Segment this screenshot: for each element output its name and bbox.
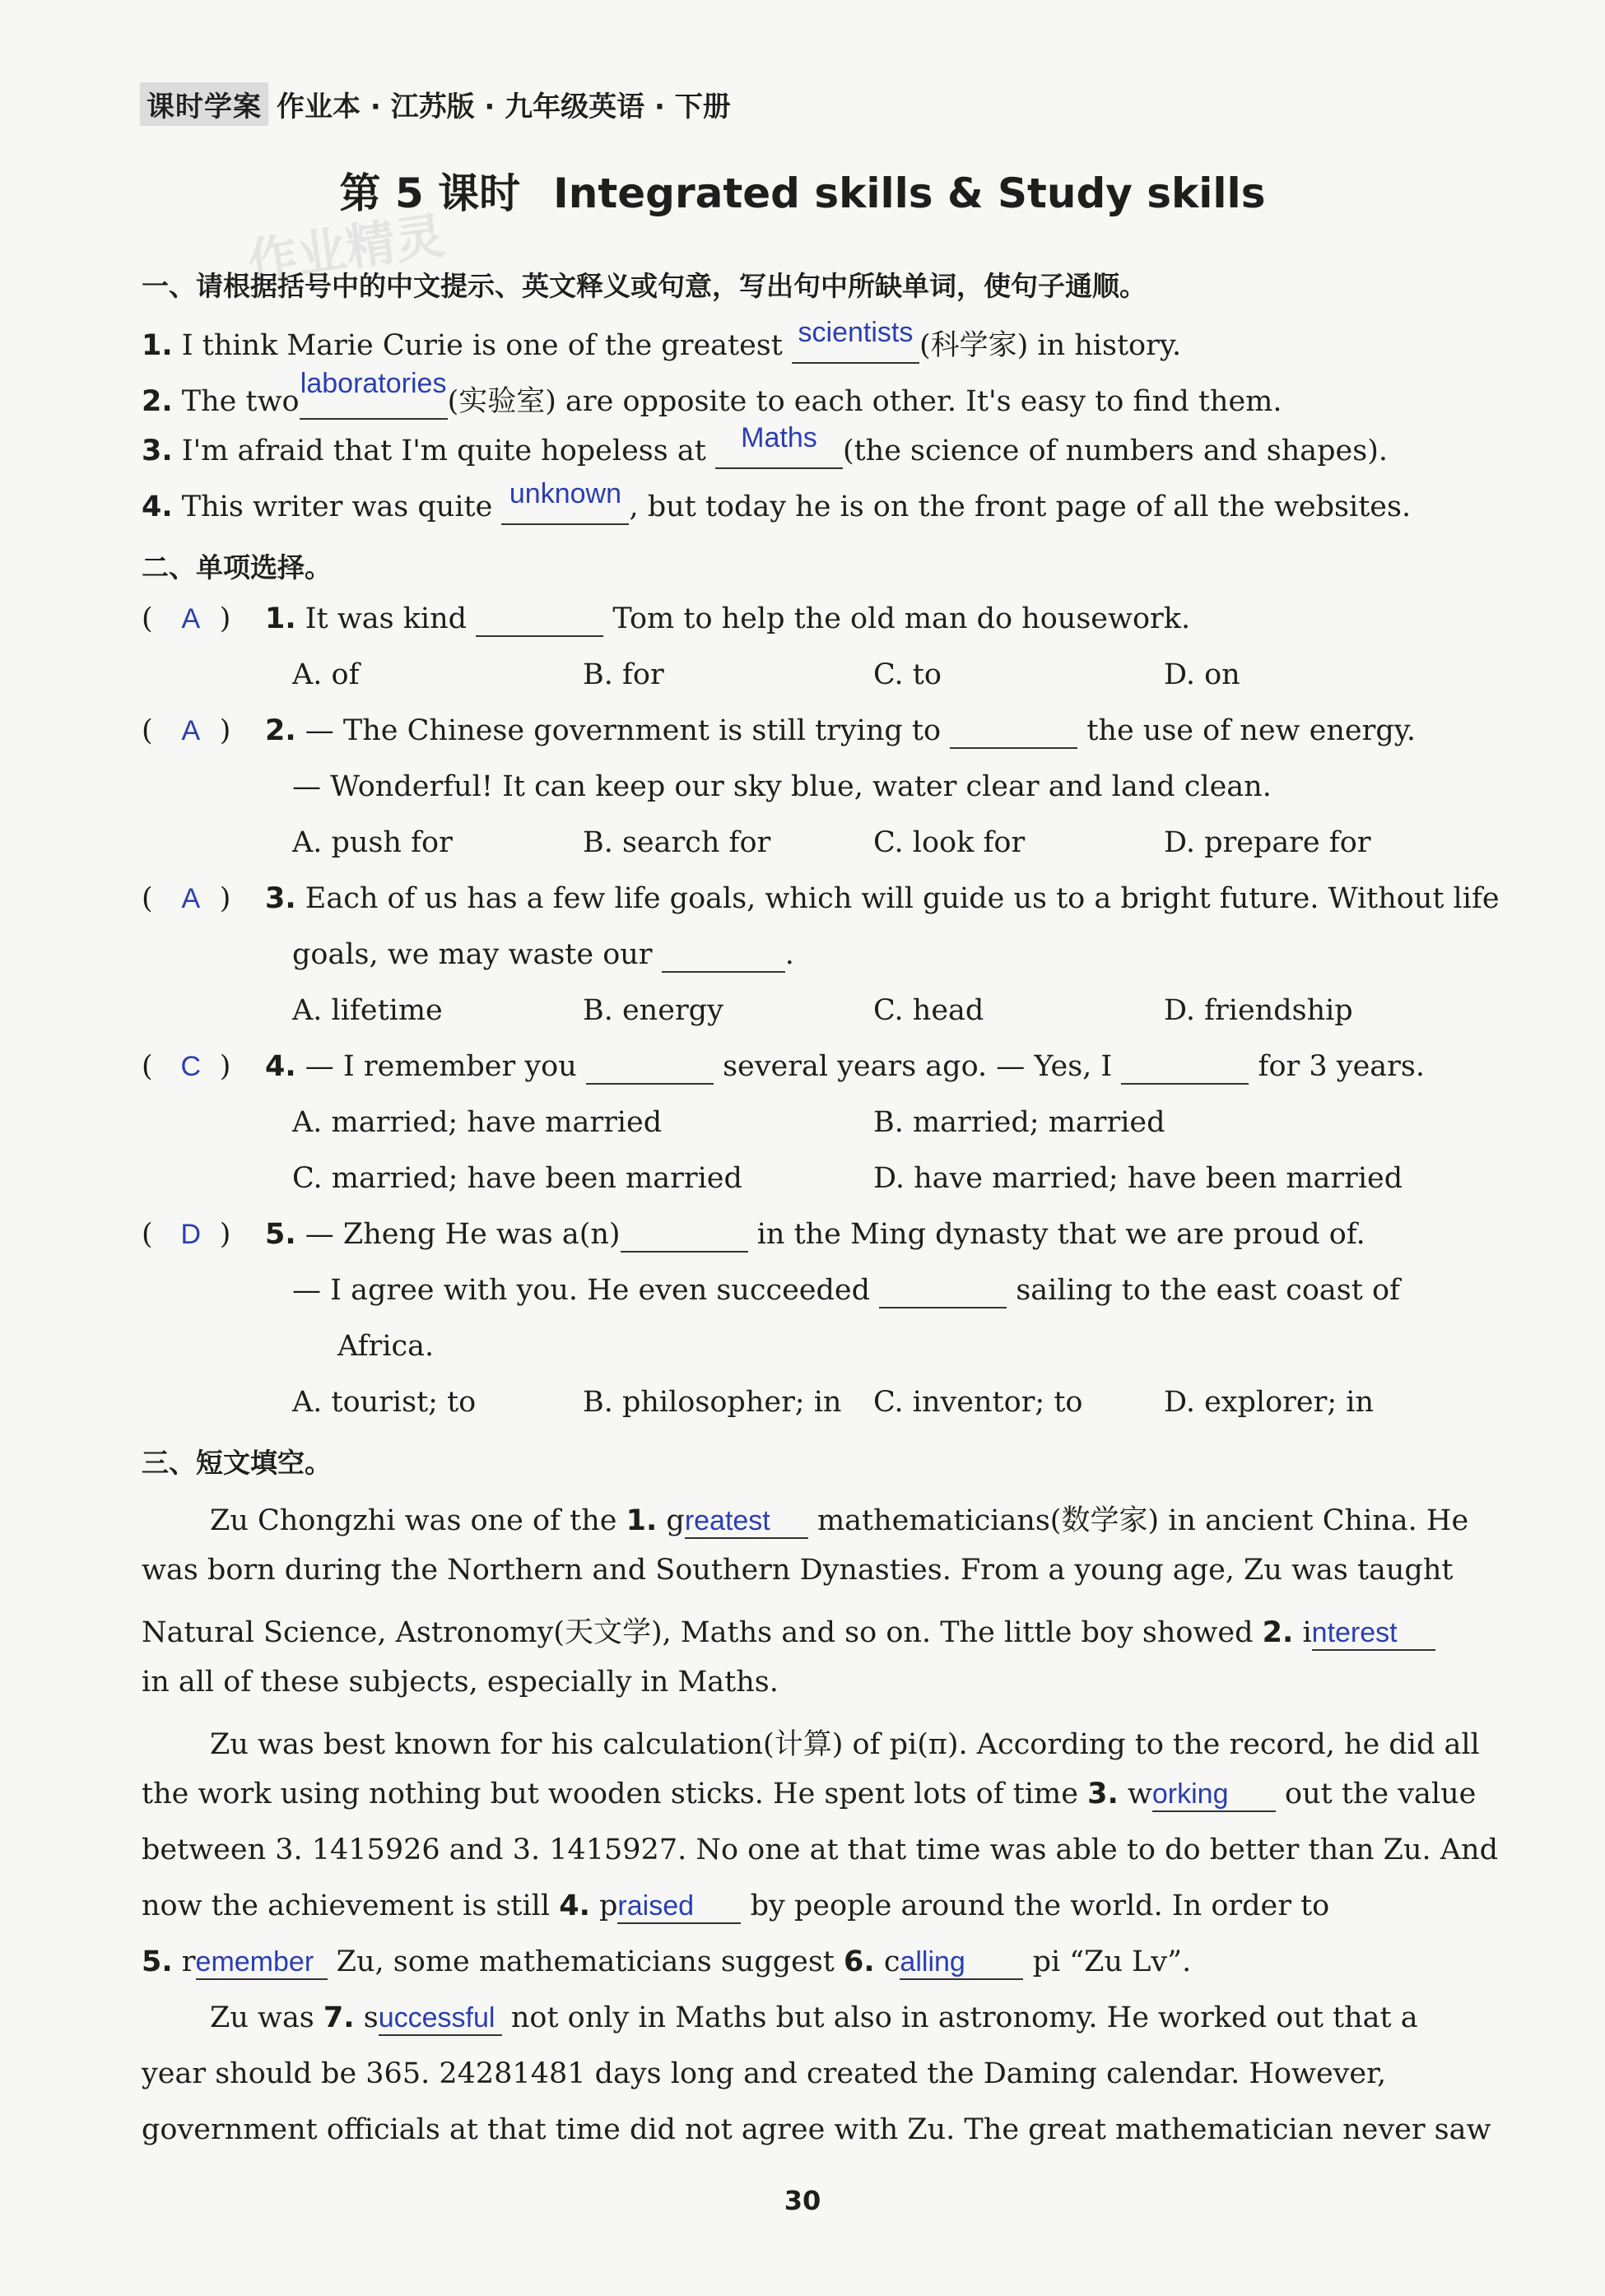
s1-blank-3: Maths <box>715 435 843 469</box>
s1-blank-1: scientists <box>792 329 919 364</box>
cloze-answer-4: raised <box>617 1890 695 1922</box>
mc-question-1: ( A ) 1. It was kind Tom to help the old man do housework. <box>142 602 1191 635</box>
p2-line-3: between 3. 1415926 and 3. 1415927. No one at that time was able to do better than Zu. And <box>142 1834 1498 1866</box>
p2-line-4: now the achievement is still 4. praised by people around the world. In order to <box>142 1889 1330 1922</box>
mc5-option-d: D. explorer; in <box>1164 1386 1375 1419</box>
mc-answer-4: C <box>180 1051 202 1082</box>
mc4-option-b: B. married; married <box>873 1106 1165 1139</box>
s1-item-1: 1. I think Marie Curie is one of the greatest scientists (科学家) in history. <box>142 317 1182 362</box>
mc2-option-d: D. prepare for <box>1164 826 1371 859</box>
p3-line-2: year should be 365. 24281481 days long and created the Daming calendar. However, <box>142 2057 1387 2090</box>
mc1-option-b: B. for <box>583 658 664 691</box>
mc5-option-c: C. inventor; to <box>873 1386 1083 1419</box>
cloze-answer-2: nterest <box>1311 1617 1398 1648</box>
p1-line-1: Zu Chongzhi was one of the 1. greatest mathematicians(数学家) in ancient China. He <box>210 1504 1469 1537</box>
p1-line-3: Natural Science, Astronomy(天文学), Maths and so on. The little boy showed 2. interest <box>142 1610 1458 1651</box>
mc4-option-a: A. married; have married <box>292 1106 663 1139</box>
mc-question-5: ( D ) 5. — Zheng He was a(n) in the Ming dynasty that we are proud of. <box>142 1218 1365 1251</box>
cloze-answer-6: alling <box>900 1946 965 1978</box>
cloze-answer-3: orking <box>1151 1778 1229 1810</box>
mc2-option-c: C. look for <box>873 826 1026 859</box>
mc2-option-b: B. search for <box>583 826 771 859</box>
mc-question-3: ( A ) 3. Each of us has a few life goals, which will guide us to a bright future. Without life <box>142 882 1500 915</box>
s1-blank-2: laboratories <box>300 385 448 420</box>
p2-line-2: the work using nothing but wooden sticks. He spent lots of time 3. working out the value <box>142 1778 1477 1810</box>
page-number: 30 <box>784 2185 821 2216</box>
mc5-option-b: B. philosopher; in <box>583 1386 842 1419</box>
mc-question-2: ( A ) 2. — The Chinese government is still trying to the use of new energy. <box>142 714 1416 747</box>
p1-line-2: was born during the Northern and Southern Dynasties. From a young age, Zu was taught <box>142 1554 1454 1587</box>
cloze-answer-7: uccessful <box>378 2002 495 2033</box>
lesson-title <box>0 160 1605 220</box>
p3-line-1: Zu was 7. successful not only in Maths but also in astronomy. He worked out that a <box>210 2001 1418 2034</box>
s1-blank-4: unknown <box>501 490 629 525</box>
mc2-option-a: A. push for <box>292 826 453 859</box>
mc5-option-a: A. tourist; to <box>292 1386 477 1419</box>
p2-line-5: 5. remember Zu, some mathematicians suggest 6. calling pi “Zu Lv”. <box>142 1945 1192 1978</box>
mc-answer-3: A <box>181 883 201 914</box>
mc-question-4: ( C ) 4. — I remember you several years ago. — Yes, I for 3 years. <box>142 1050 1425 1083</box>
p2-line-1: Zu was best known for his calculation(计算) of pi(π). According to the record, he did all <box>210 1728 1480 1761</box>
mc1-option-c: C. to <box>873 658 942 691</box>
section-3-heading: 三、短文填空。 <box>142 1447 332 1479</box>
header-subtitle: 作业本 · 江苏版 · 九年级英语 · 下册 <box>277 91 731 123</box>
mc-answer-1: A <box>181 603 201 634</box>
lesson-topic: Integrated skills & Study skills <box>553 170 1266 217</box>
cloze-answer-5: emember <box>195 1946 314 1978</box>
lesson-number: 第 5 课时 <box>339 170 521 217</box>
p3-line-3: government officials at that time did not agree with Zu. The great mathematician never saw <box>142 2113 1491 2146</box>
mc4-option-c: C. married; have been married <box>292 1162 742 1195</box>
mc1-option-a: A. of <box>292 658 360 691</box>
mc3-option-c: C. head <box>873 994 984 1027</box>
mc3-line-2: goals, we may waste our . <box>292 938 794 971</box>
header-badge: 课时学案 <box>140 82 268 126</box>
mc4-option-d: D. have married; have been married <box>873 1162 1403 1195</box>
s1-item-2: 2. The two laboratories (实验室) are opposite to each other. It's easy to find them. <box>142 368 1282 418</box>
s1-item-4: 4. This writer was quite unknown , but today he is on the front page of all the websites. <box>142 478 1412 523</box>
watermark-stamp: 作业精灵 <box>244 207 449 292</box>
cloze-answer-1: reatest <box>684 1505 770 1536</box>
mc2-response: — Wonderful! It can keep our sky blue, water clear and land clean. <box>292 770 1272 803</box>
section-2-heading: 二、单项选择。 <box>142 551 332 583</box>
s1-item-3: 3. I'm afraid that I'm quite hopeless at Maths (the science of numbers and shapes). <box>142 422 1389 467</box>
mc3-option-b: B. energy <box>583 994 723 1027</box>
mc1-option-d: D. on <box>1164 658 1240 691</box>
p1-line-4: in all of these subjects, especially in Maths. <box>142 1666 779 1699</box>
section-1-heading: 一、请根据括号中的中文提示、英文释义或句意，写出句中所缺单词，使句子通顺。 <box>142 270 1147 302</box>
mc5-response-end: Africa. <box>337 1330 435 1363</box>
mc3-option-a: A. lifetime <box>292 994 443 1027</box>
mc-answer-5: D <box>180 1219 202 1250</box>
book-header <box>140 82 731 126</box>
mc-answer-2: A <box>181 715 201 746</box>
mc3-option-d: D. friendship <box>1164 994 1353 1027</box>
mc5-response: — I agree with you. He even succeeded sailing to the east coast of <box>292 1274 1400 1307</box>
